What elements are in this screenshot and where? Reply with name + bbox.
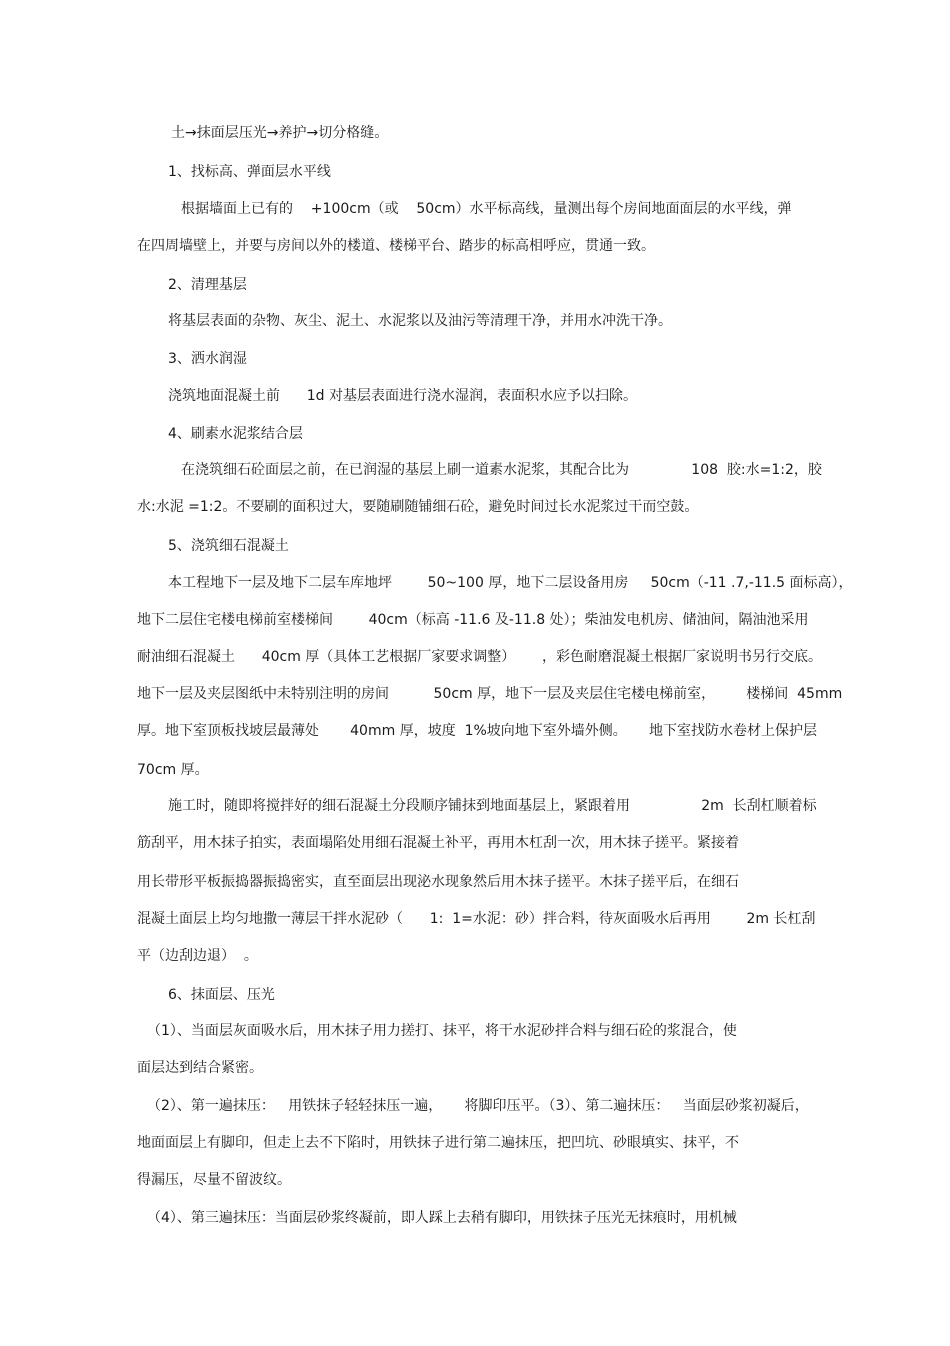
section-heading: 6、抹面层、压光 <box>168 987 275 1003</box>
text-line: 地下一层及夹层图纸中未特别注明的房间 50cm 厚，地下一层及夹层住宅楼电梯前室， 楼梯间 45mm <box>137 686 843 702</box>
text-line: 土→抹面层压光→养护→切分格缝。 <box>171 125 389 141</box>
text-line: 地下二层住宅楼电梯前室楼梯间 40cm（标高 -11.6 及-11.8 处）；柴油发电机房、储油间，隔油池采用 <box>137 612 809 628</box>
text-line: 水:水泥 =1:2。不要刷的面积过大，要随刷随铺细石砼，避免时间过长水泥浆过干而空鼓。 <box>137 499 699 515</box>
text-line: 地面面层上有脚印，但走上去不下陷时，用铁抹子进行第二遍抹压，把凹坑、砂眼填实、抹平，不 <box>137 1135 739 1151</box>
text-line: （4）、第三遍抹压：当面层砂浆终凝前，即人踩上去稍有脚印，用铁抹子压光无抹痕时，用机械 <box>147 1210 737 1226</box>
text-line: （2）、第一遍抹压： 用铁抹子轻轻抹压一遍， 将脚印压平。（3）、第二遍抹压： 当面层砂浆初凝后， <box>147 1098 809 1114</box>
section-heading: 5、浇筑细石混凝土 <box>168 538 289 554</box>
text-line: 本工程地下一层及地下二层车库地坪 50~100 厚，地下二层设备用房 50cm（-11 .7,-11.5 面标高）， <box>168 575 853 591</box>
text-line: 得漏压，尽量不留波纹。 <box>137 1172 291 1188</box>
text-line: 用长带形平板振捣器振捣密实，直至面层出现泌水现象然后用木抹子搓平。木抹子搓平后，在细石 <box>137 874 739 890</box>
text-line: 施工时，随即将搅拌好的细石混凝土分段顺序铺抹到地面基层上，紧跟着用 2m 长刮杠顺着标 <box>168 798 817 814</box>
text-line: 浇筑地面混凝土前 1d 对基层表面进行浇水湿润，表面积水应予以扫除。 <box>168 388 637 404</box>
text-line: 混凝土面层上均匀地撒一薄层干拌水泥砂（ 1: 1=水泥：砂）拌合料，待灰面吸水后再用 2m 长杠刮 <box>137 911 816 927</box>
text-line: 耐油细石混凝土 40cm 厚（具体工艺根据厂家要求调整） ，彩色耐磨混凝土根据厂家说明书另行交底。 <box>137 649 822 665</box>
section-heading: 4、刷素水泥浆结合层 <box>168 426 303 442</box>
text-line: 70cm 厚。 <box>137 762 209 778</box>
text-line: 将基层表面的杂物、灰尘、泥土、水泥浆以及油污等清理干净，并用水冲洗干净。 <box>168 313 672 329</box>
text-line: 根据墙面上已有的 +100cm（或 50cm）水平标高线，量测出每个房间地面面层的水平线，弹 <box>181 201 792 217</box>
text-line: （1）、当面层灰面吸水后，用木抹子用力搓打、抹平，将干水泥砂拌合料与细石砼的浆混合，使 <box>147 1023 737 1039</box>
text-line: 面层达到结合紧密。 <box>137 1060 263 1076</box>
section-heading: 2、清理基层 <box>168 277 247 293</box>
text-line: 筋刮平，用木抹子拍实，表面塌陷处用细石混凝土补平，再用木杠刮一次，用木抹子搓平。紧接着 <box>137 835 739 851</box>
text-line: 厚。地下室顶板找坡层最薄处 40mm 厚，坡度 1%坡向地下室外墙外侧。 地下室找防水卷材上保护层 <box>137 723 818 739</box>
text-line: 平（边刮边退） 。 <box>137 948 258 964</box>
text-line: 在浇筑细石砼面层之前，在已润湿的基层上刷一道素水泥浆，其配合比为 108 胶:水=1:2，胶 <box>181 462 822 478</box>
text-line: 在四周墙壁上，并要与房间以外的楼道、楼梯平台、踏步的标高相呼应，贯通一致。 <box>137 238 655 254</box>
section-heading: 3、洒水润湿 <box>168 351 247 367</box>
section-heading: 1、找标高、弹面层水平线 <box>168 164 331 180</box>
